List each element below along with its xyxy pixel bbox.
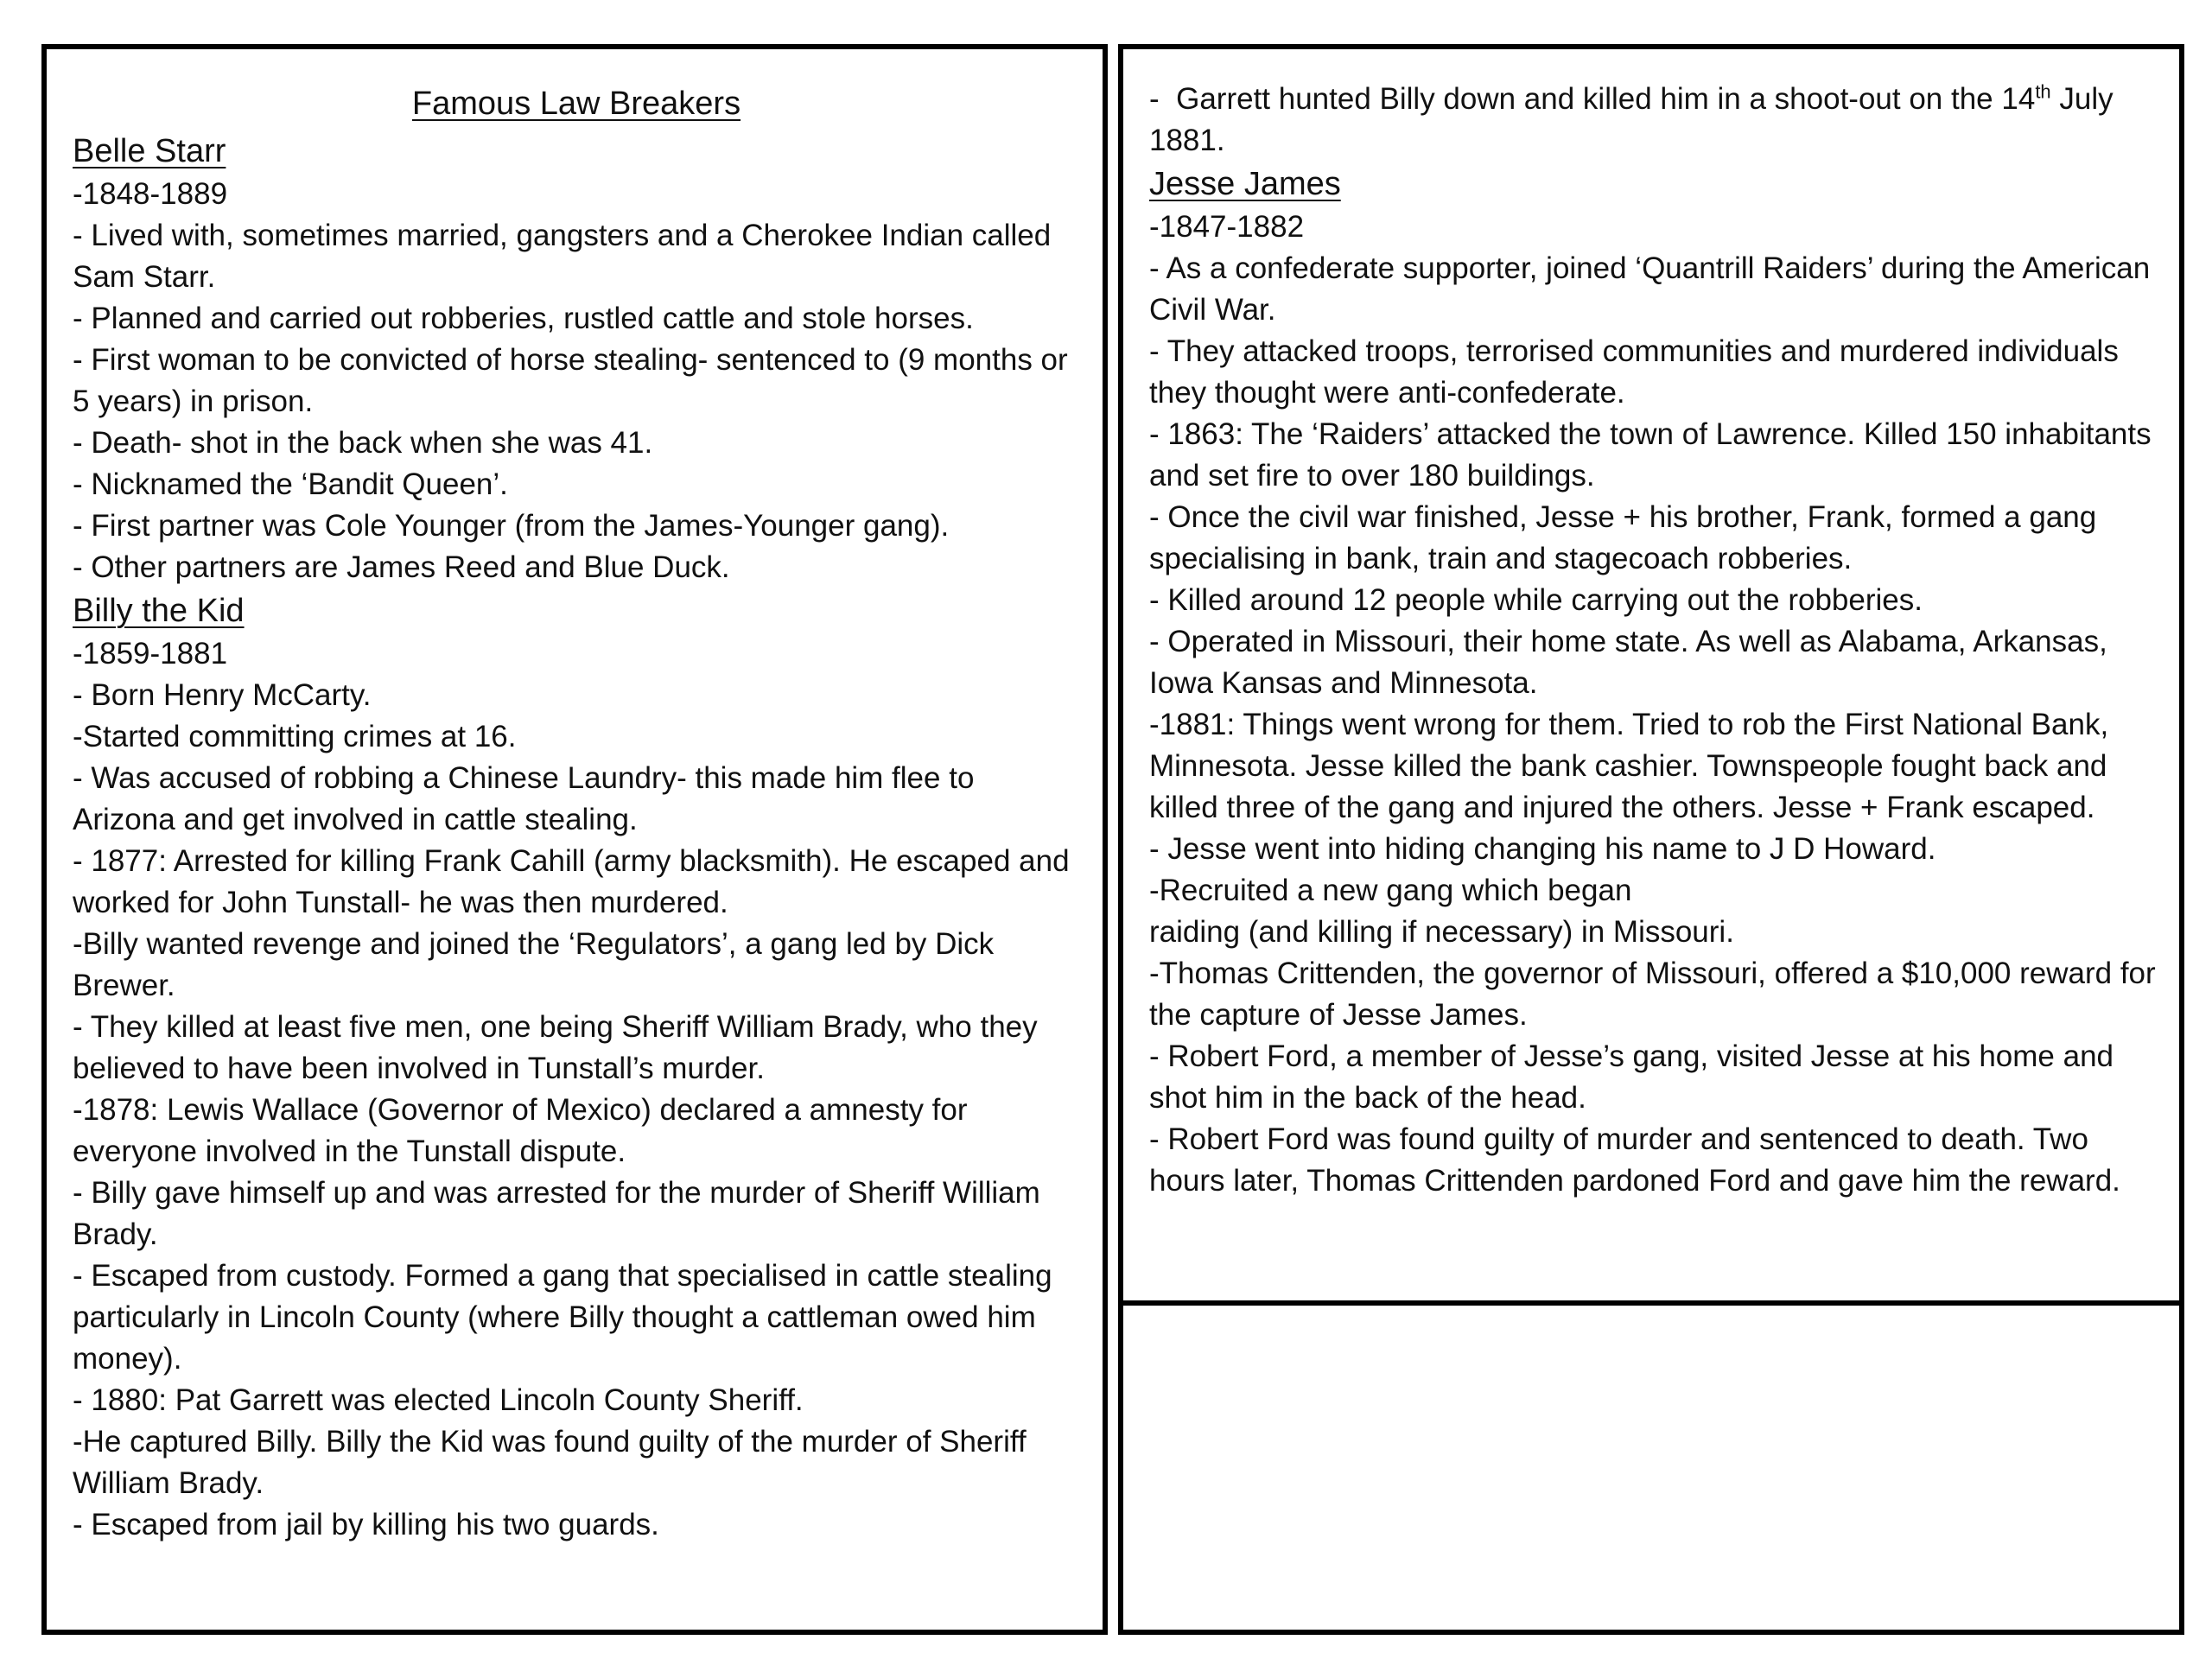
jesse-james-line: -Recruited a new gang which began: [1149, 874, 1632, 907]
jesse-james-line: - Robert Ford was found guilty of murder and sentenced to death. Two hours later, Thomas Crittenden pardoned Ford and gave him the reward.: [1149, 1122, 2120, 1198]
belle-starr-line: - Planned and carried out robberies, rustled cattle and stole horses.: [73, 302, 974, 335]
section-heading-belle-starr: Belle Starr: [73, 133, 226, 169]
section-heading-jesse-james: Jesse James: [1149, 166, 1341, 202]
billy-the-kid-line: - Escaped from custody. Formed a gang that specialised in cattle stealing particularly in Lincoln County (where Billy thought a cattleman owed him money).: [73, 1259, 1061, 1376]
jesse-james-line: - Jesse went into hiding changing his name to J D Howard.: [1149, 832, 1936, 866]
jesse-james-line: - 1863: The ‘Raiders’ attacked the town of Lawrence. Killed 150 inhabitants and set fire to over 180 buildings.: [1149, 417, 2160, 493]
billy-the-kid-line: - Born Henry McCarty.: [73, 678, 372, 712]
jesse-james-line: -1881: Things went wrong for them. Tried to rob the First National Bank, Minnesota. Jesse killed the bank cashier. Townspeople fought back and killed three of the gang and injured the others. Jesse + Frank escaped.: [1149, 708, 2117, 824]
belle-starr-line: - First partner was Cole Younger (from the James-Younger gang).: [73, 509, 950, 543]
billy-the-kid-line: -1878: Lewis Wallace (Governor of Mexico) declared a amnesty for everyone involved in the Tunstall dispute.: [73, 1093, 976, 1168]
right-panel-content: [1149, 79, 2164, 1202]
left-panel: [41, 44, 1108, 1635]
billy-the-kid-line: -1859-1881: [73, 637, 228, 671]
billy-the-kid-continuation: - Garrett hunted Billy down and killed him in a shoot-out on the 14th July 1881.: [1149, 80, 2122, 157]
jesse-james-line: - Operated in Missouri, their home state. As well as Alabama, Arkansas, Iowa Kansas and Minnesota.: [1149, 625, 2116, 700]
left-panel-content: [73, 79, 1080, 1546]
belle-starr-line: - First woman to be convicted of horse stealing- sentenced to (9 months or 5 years) in prison.: [73, 343, 1077, 418]
section-heading-billy-the-kid: Billy the Kid: [73, 593, 245, 629]
jesse-james-line: - They attacked troops, terrorised communities and murdered individuals they thought were anti-confederate.: [1149, 334, 2127, 410]
billy-the-kid-line: -He captured Billy. Billy the Kid was found guilty of the murder of Sheriff William Brady.: [73, 1425, 1035, 1500]
superscript-th: th: [2035, 80, 2051, 103]
document-title: Famous Law Breakers: [411, 86, 741, 122]
jesse-james-line: - As a confederate supporter, joined ‘Quantrill Raiders’ during the American Civil War.: [1149, 251, 2158, 327]
belle-starr-line: - Nicknamed the ‘Bandit Queen’.: [73, 467, 508, 501]
billy-the-kid-line: -Billy wanted revenge and joined the ‘Regulators’, a gang led by Dick Brewer.: [73, 927, 1002, 1002]
belle-starr-line: - Other partners are James Reed and Blue Duck.: [73, 550, 730, 584]
jesse-james-line: - Robert Ford, a member of Jesse’s gang, visited Jesse at his home and shot him in the back of the head.: [1149, 1039, 2122, 1115]
jesse-james-line: -1847-1882: [1149, 210, 1305, 244]
billy-the-kid-line: -Started committing crimes at 16.: [73, 720, 517, 753]
belle-starr-line: - Lived with, sometimes married, gangsters and a Cherokee Indian called Sam Starr.: [73, 219, 1059, 294]
billy-the-kid-line: - Billy gave himself up and was arrested for the murder of Sheriff William Brady.: [73, 1176, 1049, 1251]
billy-the-kid-line: - 1877: Arrested for killing Frank Cahill (army blacksmith). He escaped and worked for John Tunstall- he was then murdered.: [73, 844, 1078, 919]
belle-starr-line: -1848-1889: [73, 177, 228, 211]
billy-the-kid-line: - 1880: Pat Garrett was elected Lincoln County Sheriff.: [73, 1383, 804, 1417]
jesse-james-line: - Once the civil war finished, Jesse + his brother, Frank, formed a gang specialising in bank, train and stagecoach robberies.: [1149, 500, 2105, 575]
right-bottom-empty-panel: [1118, 1300, 2184, 1635]
belle-starr-line: - Death- shot in the back when she was 41.: [73, 426, 653, 460]
jesse-james-line: -Thomas Crittenden, the governor of Missouri, offered a $10,000 reward for the capture of Jesse James.: [1149, 957, 2164, 1032]
jesse-james-line: - Killed around 12 people while carrying out the robberies.: [1149, 583, 1923, 617]
right-top-panel: [1118, 44, 2184, 1306]
billy-the-kid-line: - Was accused of robbing a Chinese Laundry- this made him flee to Arizona and get involved in cattle stealing.: [73, 761, 982, 836]
jesse-james-line: raiding (and killing if necessary) in Missouri.: [1149, 915, 1734, 949]
billy-the-kid-line: - They killed at least five men, one being Sheriff William Brady, who they believed to have been involved in Tunstall’s murder.: [73, 1010, 1046, 1085]
billy-the-kid-line: - Escaped from jail by killing his two guards.: [73, 1508, 659, 1541]
